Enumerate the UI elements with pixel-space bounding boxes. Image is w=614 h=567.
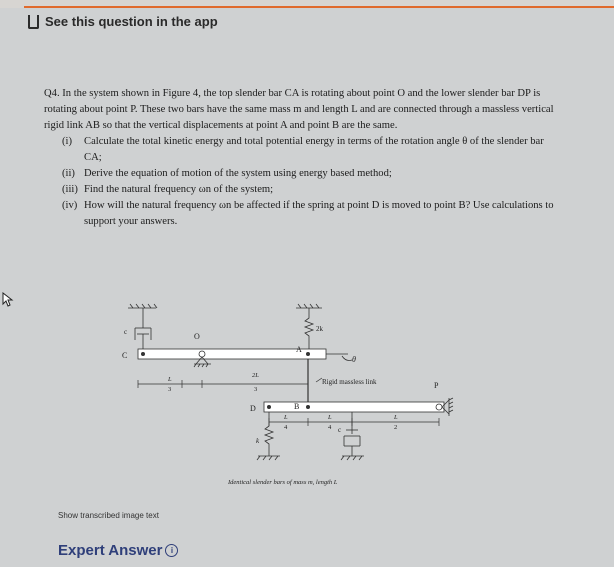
point-a-label: A (296, 345, 302, 354)
item-text: Find the natural frequency ωn of the system; (84, 184, 274, 195)
question-item (62, 134, 554, 166)
item-text: Calculate the total kinetic energy and total potential energy in terms of the rotation angle θ of the slender bar CA; (84, 136, 544, 163)
question-item (62, 182, 554, 198)
dim-l3-num: L (168, 376, 172, 383)
mouse-cursor-icon (2, 292, 14, 308)
item-text: Derive the equation of motion of the system using energy based method; (84, 168, 392, 179)
question-item (62, 166, 554, 182)
damper-bottom-label: c (338, 426, 342, 434)
spring-k-label: k (256, 437, 260, 445)
dim-l2-num: L (394, 414, 398, 421)
dim-2l3-num: 2L (252, 372, 259, 379)
see-in-app-link[interactable] (28, 14, 218, 29)
point-a-dot (306, 352, 310, 356)
point-d-label: D (250, 404, 256, 413)
damper-top-icon (135, 308, 151, 352)
phone-icon (28, 15, 39, 29)
dim-l3-den: 3 (168, 386, 172, 393)
figure-4 (116, 296, 456, 492)
point-c-dot (141, 352, 145, 356)
ground-right-icon (296, 304, 322, 308)
theta-label: θ (352, 355, 356, 364)
bar-dp (264, 402, 444, 412)
figure-caption: Identical slender bars of mass m, length L (228, 479, 338, 486)
dim-l4b-num: L (328, 414, 332, 421)
theta-arrow-icon (326, 354, 352, 361)
dim-l4a-den: 4 (284, 424, 288, 431)
see-in-app-label: See this question in the app (45, 14, 218, 29)
dim-l4b-den: 4 (328, 424, 332, 431)
question-text (44, 86, 554, 230)
point-b-dot (306, 405, 310, 409)
question-items (44, 134, 554, 230)
damper-top-label: c (124, 328, 128, 336)
dim-l2-den: 2 (394, 424, 398, 431)
pivot-p-label: P (434, 381, 439, 390)
dim-lines-lower (269, 418, 439, 426)
pivot-o-label: O (194, 332, 200, 341)
spring-2k-label: 2k (316, 325, 323, 333)
expert-answer-label: Expert Answer (58, 542, 163, 559)
top-divider (0, 0, 614, 8)
question-item (62, 198, 554, 230)
ground-left-icon (128, 304, 157, 308)
expert-answer-heading (58, 542, 178, 559)
damper-bottom-icon (341, 412, 364, 460)
question-intro: Q4. In the system shown in Figure 4, the top slender bar CA is rotating about point O and the lower slender bar DP is rotating about point P. These two bars have the same mass m and length L and are connected through a massless vertical rigid link AB so that the vertical displacements at point A and point B are the same. (44, 88, 554, 131)
dim-2l3-den: 3 (254, 386, 258, 393)
rigid-link-label: Rigid massless link (322, 378, 377, 386)
ground-bottom-left-icon (257, 456, 280, 460)
point-c-label: C (122, 351, 128, 360)
point-d-dot (267, 405, 271, 409)
info-icon[interactable]: i (165, 544, 178, 557)
item-number: (ii) (62, 168, 75, 179)
item-number: (i) (62, 136, 72, 147)
item-number: (iv) (62, 200, 78, 211)
dim-l4a-num: L (284, 414, 288, 421)
spring-2k-icon (305, 308, 313, 349)
dim-lines-upper (138, 380, 308, 388)
item-text: How will the natural frequency ωn be affected if the spring at point D is moved to point B? Use calculations to support your answers. (84, 200, 554, 227)
show-transcribed-link[interactable]: Show transcribed image text (58, 511, 159, 520)
point-b-label: B (294, 402, 300, 411)
item-number: (iii) (62, 184, 78, 195)
